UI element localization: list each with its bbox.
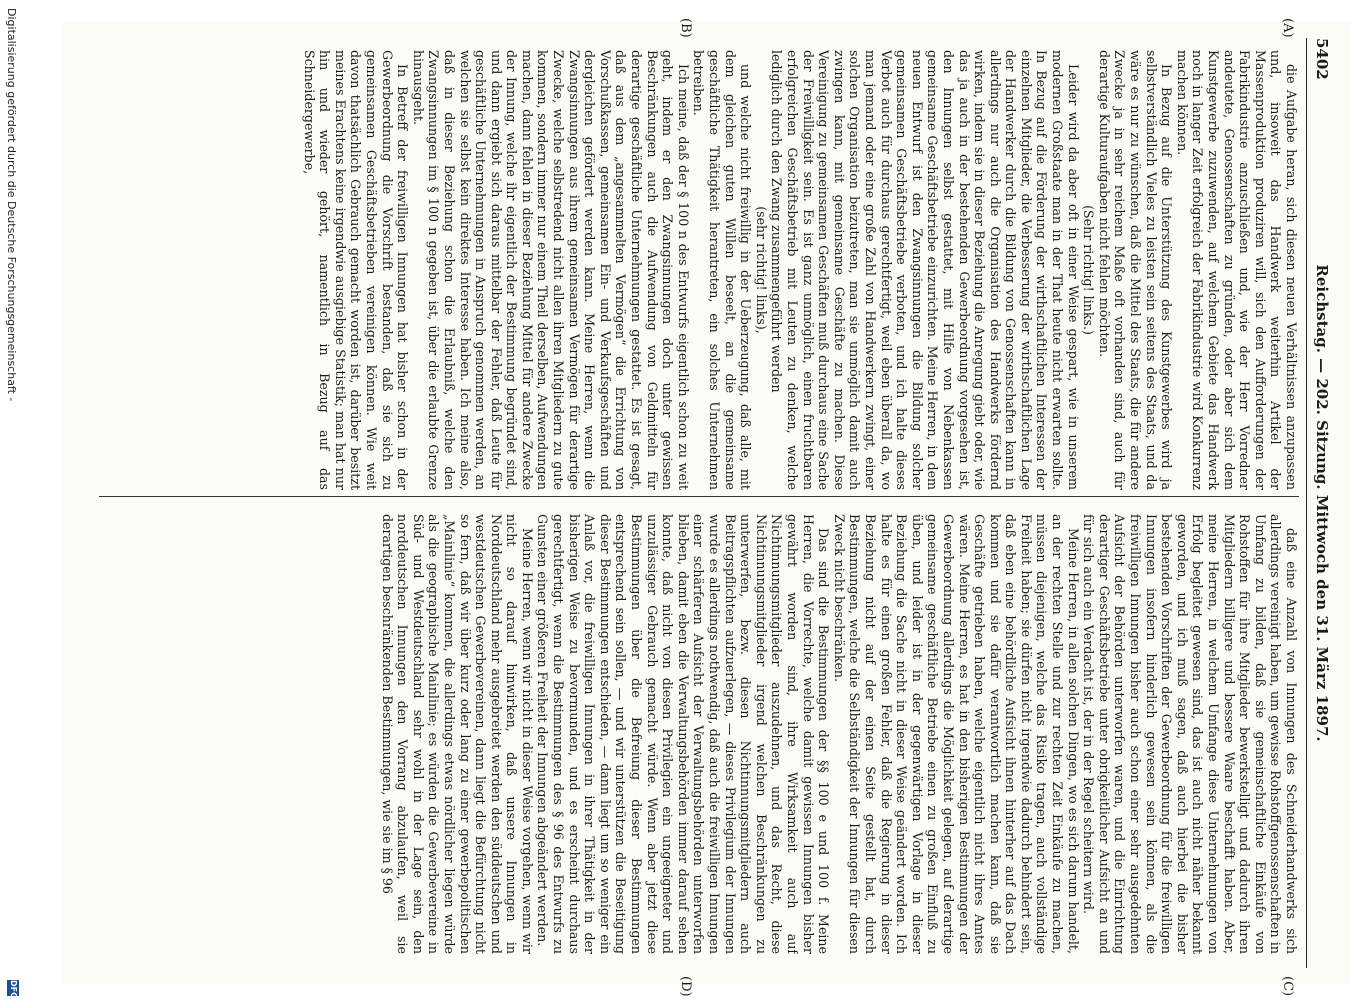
page-header-title: Reichstag. — 202. Sitzung. Mittwoch den 31. März 1897. — [1313, 264, 1331, 742]
paragraph: In Betreff der freiwilligen Innungen hat bisher schon in der Gewerbeordnung die Vorschrift bestanden, daß sie sich zu gemeinsamen Geschäftsbetrieben vereinigen können. Wie weit davon thatsächlich Gebrauch gemacht worden ist, darüber besitzt meines Erachtens keine irgendwie ausgiebige Statistik; man hat nur hin und wieder gehört, namentlich in Bezug auf das Schneidergewerbe, — [301, 50, 411, 490]
interjection: (sehr richtig! links), — [753, 206, 769, 334]
paragraph: und welche nicht freiwillig in der Ueberzeugung, daß alle, mit dem gleichen guten Willen beseelt, an die gemeinsame geschäftliche Thätigkeit herantreten, ein solches Unternehmen betreiben. — [691, 50, 754, 490]
paragraph: daß eine Anzahl von Innungen des Schneiderhandwerks sich allerdings vereinigt haben, um gewisse Rohstoffgenossenschaften in Umfang zu bilden, daß sie gemeinschaftliche Einkäufe von Rohstoffen für ihre Mitglieder bewerkstelligt und dadurch ihren Mitgliedern billigere und bessere Waare beschafft haben. Aber, meine Herren, in welchem Umfange diese Unternehmungen von Erfolg begleitet gewesen sind, das ist auch nicht näher bekannt geworden, und ich muß sagen, daß auch hierbei die bisher bestehenden Vorschriften der Gewerbeordnung für die freiwilligen Innungen insofern hinderlich gewesen sein können, als die freiwilligen Innungen bisher auch schon einer sehr ausgedehnten Aufsicht der Behörden unterworfen waren, und die Einrichtung derartiger Geschäftsbetriebe unter obrigkeitlicher Aufsicht an und für sich auch ein Verdacht ist, der in der Regel scheitern wird. — [1081, 514, 1299, 954]
left-text-column — [99, 50, 1299, 490]
page-header — [1307, 22, 1337, 984]
digitization-footer — [2, 0, 18, 1000]
paragraph: Meine Herren, wenn wir nicht in dieser Weise vorgehen, wenn wir nicht so darauf hinwirken, daß unsere Innungen in Norddeutschland mehr ausgebreitet werden den süddeutschen und westdeutschen Gewerbevereinen, dann liegt die Befürchtung nicht so fern, daß wir über kurz oder lang zu einer gewerbepolitischen „Mainlinie“ kommen, die allerdings etwas nördlicher liegen würde als die geographische Mainlinie; es würden die Gewerbevereine in Süd- und Westdeutschland sehr wohl in der Lage sein, den norddeutschen Innungen den Vorrang abzulaufen, weil sie derartigen beschränkenden Bestimmungen, wie sie im § 96 — [379, 514, 535, 954]
right-text-column — [99, 514, 1299, 954]
margin-mark-d: (D) — [678, 976, 693, 997]
funding-notice: Digitalisierung gefördert durch die Deutsche Forschungsgemeinschaft - — [5, 8, 18, 402]
margin-mark-b: (B) — [678, 18, 693, 38]
interjection: (Sehr richtig! links.) — [1081, 205, 1097, 335]
paragraph: Das sind die Bestimmungen der §§ 100 e und 100 f. Meine Herren, die Vorrechte, welche damit gewissen Innungen bisher gewährt worden sind, ihre Wirksamkeit auch auf Nichtinnungsmitglieder auszudehnen, und das Recht, diese Nichtinnungsmitglieder irgend welchen Beschränkungen zu unterwerfen, bezw. diesen Nichtinnungsmitgliedern auch Beitragspflichten aufzuerlegen, — dieses Privilegium der Innungen wurde es allerdings nothwendig, daß auch die freiwilligen Innungen einer schärferen Aufsicht der Verwaltungsbehörden unterworfen blieben, damit eben die Verwaltungsbehörden immer darauf sehen konnte, daß nicht von diesen Privilegien ein ungeeigneter und unzulässiger Gebrauch gemacht würde. Wenn aber jetzt diese Bestimmungen über die Befreiung dieser Bestimmungen entsprechend sein sollen, — und wir unterstützen die Beseitigung dieser Bestimmungen entschieden, — dann liegt um so weniger ein Anlaß vor, die freiwilligen Innungen in ihrer Thätigkeit in der bisherigen Weise zu bevormunden, und es erscheint durchaus gerechtfertigt, wenn die Bestimmungen des § 96 des Entwurfs zu Gunsten einer größeren Freiheit der Innungen abgeändert werden. — [535, 514, 832, 954]
paragraph: Ich meine, daß der § 100 n des Entwurfs eigentlich schon zu weit geht, indem er den Zwangsinnungen doch unter gewissen Beschränkungen auch die Aufwendung von Geldmitteln für derartige geschäftliche Unternehmungen gestattet. Es ist gesagt, daß aus dem „angesammelten Vermögen“ die Errichtung von Vorschußkassen, gemeinsamen Ein- und Verkaufsgeschäften und dergleichen gefördert werden kann. Meine Herren, wenn die Zwangsinnungen aus ihrem gemeinsamen Vermögen für derartige Zwecke, welche selbstredend nicht allen ihren Mitgliedern zu gute kommen, sondern immer nur einem Theil derselben, Aufwendungen machen, dann fehlen in dieser Beziehung Mittel für andere Zwecke der Innung, welche ihr eigentlich der Bestimmung begründet sind, und dann ergiebt sich daraus mittelbar der Fehler, daß Leute für geschäftliche Unternehmungen in Anspruch genommen werden, an welchen sie selbst kein direktes Interesse haben. Ich meine also, daß in dieser Beziehung schon die Erlaubniß, welche den Zwangsinnungen im § 100 n gegeben ist, über die erlaubte Grenze hinausgeht. — [410, 50, 691, 490]
margin-mark-a: (A) — [1280, 18, 1295, 38]
paragraph: Meine Herren, in allen solchen Dingen, wo es sich darum handelt, an der rechten Stelle und zur rechten Zeit Einkäufe zu machen, müssen diejenigen, welche das Risiko tragen, auch vollständige Freiheit haben; sie dürfen nicht irgendwie dadurch behindert sein, daß eben eine behördliche Aufsicht ihnen hinterher auf das Dach kommen und sie dafür verantwortlich machen kann, daß sie Geschäfte getrieben haben, welche eigentlich nicht ihres Amtes wären. Meine Herren, es hat in den bisherigen Bestimmungen der Gewerbeordnung allerdings die Möglichkeit gelegen, auf derartige gemeinsame geschäftliche Betriebe einen zu großen Einfluß zu üben, und leider ist in der gegenwärtigen Vorlage in dieser Beziehung die Sache nicht in dieser Weise geändert worden. Ich halte es für einen großen Fehler, daß die Regierung in dieser Beziehung nicht auf der einen Seite gestellt hat, durch Bestimmungen, welche die Selbständigkeit der Innungen für diesen Zweck nicht beschränken. — [831, 514, 1081, 954]
paragraph: In Bezug auf die Unterstützung des Kunstgewerbes wird ja selbstverständlich Vieles zu leisten sein seitens des Staats, und da wäre es nur zu wünschen, daß die Mittel des Staats, die für andere Zwecke ja in sehr reichem Maße oft vorhanden sind, auch für derartige Kulturaufgaben nicht fehlen möchten. — [1096, 50, 1175, 490]
page-number: 5402 — [1313, 38, 1331, 80]
column-divider — [99, 496, 1299, 497]
dfg-logo: DFG — [9, 980, 18, 999]
paragraph: Leider wird da aber oft in einer Weise gespart, wie in unserem modernen Großstaate man in der That heute nicht erwarten sollte. In Bezug auf die Förderung der wirthschaftlichen Interessen der einzelnen Mitglieder, die Verbesserung der wirthschaftlichen Lage der Handwerker durch die Bildung von Genossenschaften kann in allerdings nur auch die Organisation des Handwerks fördernd wirken, indem sie in dieser Beziehung die Anregung giebt oder, wie das ja auch in der bestehenden Gewerbeordnung vorgesehen ist, den Innungen selbst gestattet, mit Hilfe von Nebenkassen gemeinsame Geschäftsbetriebe einzurichten. Meine Herren, in dem neuen Entwurf ist den Zwangsinnungen die Bildung solcher gemeinsamen Geschäftsbetriebe verboten, und ich halte dieses Verbot auch für durchaus gerechtfertigt, weil eben überall da, wo man jemand oder eine große Zahl von Handwerkern zwingt, einer solchen Organisation beizutreten, man sie unmöglich damit auch zwingen kann, mit gemeinsame Geschäfte zu machen. Diese Vereinigung zu gemeinsamen Geschäften muß durchaus eine Sache der Freiwilligkeit sein. Es ist ganz unmöglich, einen fruchtbaren erfolgreichen Geschäftsbetrieb mit Leuten zu denken, welche lediglich durch den Zwang zusammengeführt werden — [769, 50, 1081, 490]
header-rule — [1306, 38, 1307, 968]
paragraph: die Aufgabe heran, sich diesen neuen Verhältnissen anzupassen und, insoweit das Handwerk weiterhin Artikel der Massenproduktion produziren will, sich den Aufforderungen der Fabrikindustrie anzuschließen und, wie der Herr Vorredner andeutete, Genossenschaften zu gründen, oder aber sich dem Kunstgewerbe zuzuwenden, auf welchem Gebiete das Handwerk noch in langer Zeit erfolgreich der Fabrikindustrie wird Konkurrenz machen können. — [1174, 50, 1299, 490]
margin-mark-c: (C) — [1280, 976, 1295, 997]
